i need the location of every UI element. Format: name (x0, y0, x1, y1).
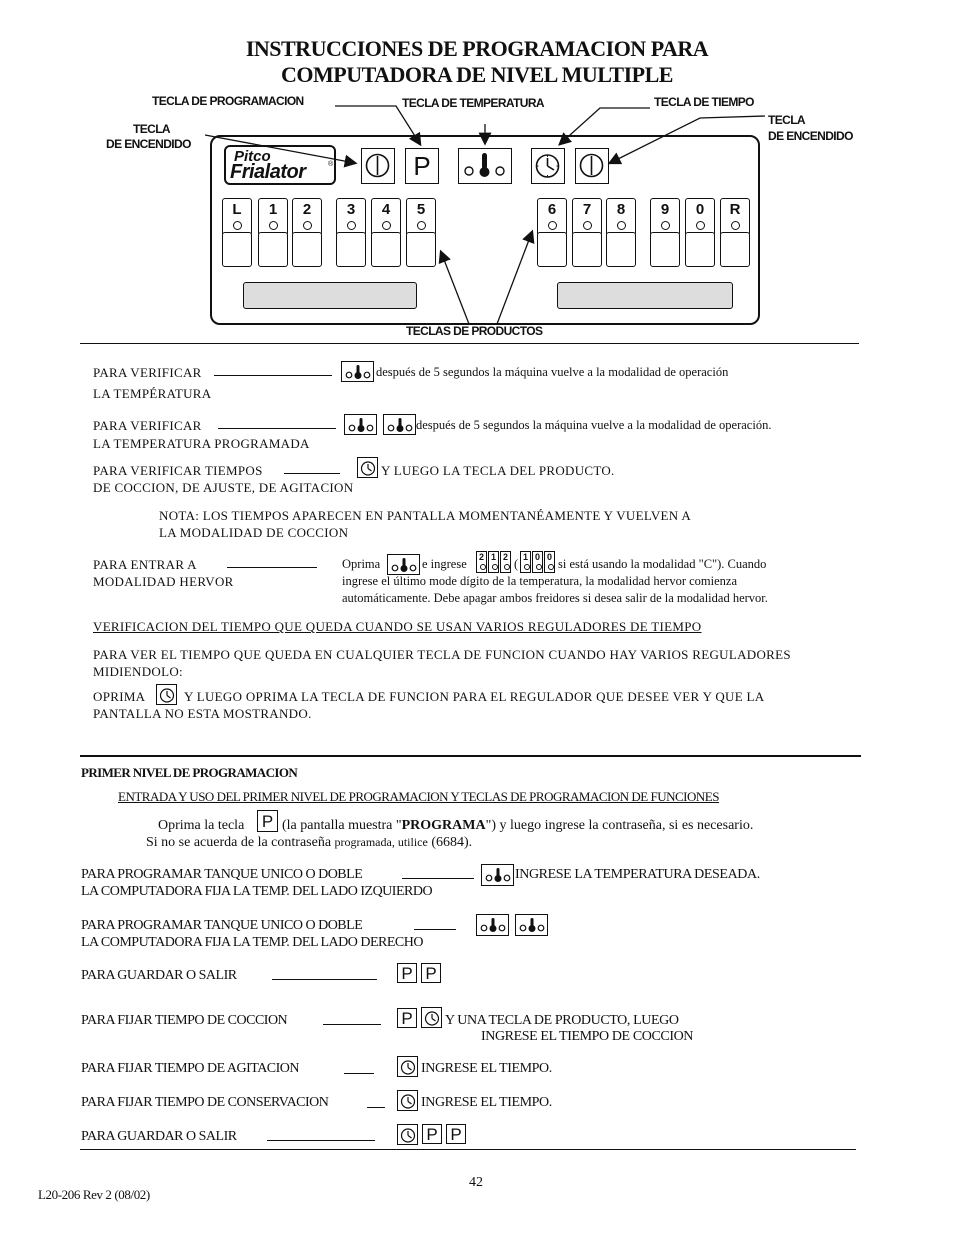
clock-key-icon (156, 684, 177, 705)
digit-key (520, 551, 531, 573)
intro-b-text: (la pantalla muestra " (282, 818, 402, 833)
r3-label-a: PARA VERIFICAR TIEMPOS (93, 463, 263, 478)
r2-text: después de 5 segundos la máquina vuelve a la modalidad de operación. (416, 418, 772, 432)
p-letter: P (426, 1124, 438, 1144)
oprima-text-2: PANTALLA NO ESTA MOSTRANDO. (93, 706, 312, 721)
p2-label-b: LA COMPUTADORA FIJA LA TEMP. DEL LADO DERECHO (81, 935, 423, 950)
p1-text: INGRESE LA TEMPERATURA DESEADA. (515, 867, 760, 882)
p7-leader (267, 1140, 375, 1141)
p-letter: P (450, 1124, 462, 1144)
p5-label: PARA FIJAR TIEMPO DE AGITACION (81, 1061, 300, 1076)
p-letter: P (261, 811, 274, 831)
p6-text: INGRESE EL TIEMPO. (421, 1095, 552, 1110)
verificacion-line-2: MIDIENDOLO: (93, 664, 183, 679)
r4-oprima: Oprima (342, 557, 381, 571)
r4-label-b: MODALIDAD HERVOR (93, 574, 234, 589)
intro-2c: (6684). (431, 835, 473, 850)
digit-keys-f (476, 551, 512, 573)
p1-label-b: LA COMPUTADORA FIJA LA TEMP. DEL LADO IZQUIERDO (81, 884, 433, 899)
program-key-icon (257, 810, 278, 832)
product-key-label: 9 (660, 201, 670, 218)
p4-label: PARA FIJAR TIEMPO DE COCCION (81, 1013, 288, 1028)
p-letter: P (425, 963, 437, 983)
p6-label: PARA FIJAR TIEMPO DE CONSERVACION (81, 1095, 329, 1110)
digit-key (544, 551, 555, 573)
clock-key-icon (397, 1124, 418, 1145)
intro-b (282, 818, 753, 834)
label-tecla-encendido-left-1: TECLA (133, 122, 170, 136)
intro-2a: Si no se acuerda de la contraseña (146, 835, 332, 850)
program-key-icon (422, 1124, 442, 1144)
temp-key-icon (515, 914, 548, 936)
p-letter: P (401, 963, 413, 983)
digit-key-led (492, 564, 498, 570)
program-key-icon (397, 1008, 417, 1028)
intro-bold: PROGRAMA (401, 818, 486, 833)
clock-key-icon (397, 1056, 418, 1077)
p6-leader (367, 1107, 385, 1108)
temp-key-icon (344, 414, 377, 435)
r2-leader (218, 428, 336, 429)
label-tecla-programacion: TECLA DE PROGRAMACION (152, 94, 304, 108)
r2-label-b: LA TEMPERATURA PROGRAMADA (93, 436, 310, 451)
p1-label-a: PARA PROGRAMAR TANQUE UNICO O DOBLE (81, 867, 363, 882)
digit-key-label: 1 (522, 552, 528, 562)
p2-label-a: PARA PROGRAMAR TANQUE UNICO O DOBLE (81, 918, 363, 933)
clock-key-icon (357, 457, 378, 478)
divider-2 (80, 755, 861, 757)
title-line-2: COMPUTADORA DE NIVEL MULTIPLE (281, 62, 673, 87)
verificacion-line-1: PARA VER EL TIEMPO QUE QUEDA EN CUALQUIER TECLA DE FUNCION CUANDO HAY VARIOS REGULADORES (93, 647, 791, 662)
p5-leader (344, 1073, 374, 1074)
digit-key (500, 551, 511, 573)
intro-line-2 (146, 835, 472, 851)
label-teclas-productos: TECLAS DE PRODUCTOS (406, 324, 543, 338)
product-key-label: R (729, 201, 741, 218)
intro-c-text: ") y luego ingrese la contraseña, si es necesario. (485, 818, 754, 833)
digit-key-label: 0 (546, 552, 552, 562)
label-tecla-temperatura: TECLA DE TEMPERATURA (402, 96, 544, 110)
r4-leader (227, 567, 317, 568)
program-key-icon (421, 963, 441, 983)
oprima-text-1: Y LUEGO OPRIMA LA TECLA DE FUNCION PARA EL REGULADOR QUE DESEE VER Y QUE LA (184, 689, 765, 704)
doc-code: L20-206 Rev 2 (08/02) (38, 1187, 150, 1202)
nota-line-2: LA MODALIDAD DE COCCION (159, 525, 349, 540)
p3-label: PARA GUARDAR O SALIR (81, 968, 237, 983)
product-key-label: 1 (268, 201, 278, 218)
product-key-label: 4 (381, 201, 391, 218)
program-key-label: P (413, 150, 431, 181)
r3-leader (284, 473, 340, 474)
r1-text: después de 5 segundos la máquina vuelve a la modalidad de operación (376, 365, 729, 379)
r1-label-b: LA TEMPÉRATURA (93, 386, 212, 401)
intro-a: Oprima la tecla (158, 818, 245, 833)
digit-key (532, 551, 543, 573)
digit-key (476, 551, 487, 573)
p7-label: PARA GUARDAR O SALIR (81, 1129, 237, 1144)
temp-key-icon (476, 914, 509, 936)
product-key-label: 7 (582, 201, 592, 218)
p4-text-2: INGRESE EL TIEMPO DE COCCION (481, 1029, 694, 1044)
program-key-icon (397, 963, 417, 983)
digit-key-label: 2 (478, 552, 484, 562)
clock-key-icon (397, 1090, 418, 1111)
p4-text-1: Y UNA TECLA DE PRODUCTO, LUEGO (445, 1013, 679, 1028)
title-line-1: INSTRUCCIONES DE PROGRAMACION PARA (245, 36, 709, 61)
product-key-label: 6 (547, 201, 557, 218)
product-key-label: 0 (695, 201, 705, 218)
digit-key-led (536, 564, 542, 570)
r3-text: Y LUEGO LA TECLA DEL PRODUCTO. (381, 463, 615, 478)
verificacion-heading: VERIFICACION DEL TIEMPO QUE QUEDA CUANDO SE USAN VARIOS REGULADORES DE TIEMPO (93, 619, 702, 634)
intro-2b: programada, utilice (334, 835, 428, 849)
p1-leader (402, 878, 474, 879)
digit-key-led (504, 564, 510, 570)
program-key-icon (446, 1124, 466, 1144)
p4-leader (323, 1024, 381, 1025)
r4-text-3: automáticamente. Debe apagar ambos freidores si desea salir de la modalidad hervor. (342, 591, 768, 605)
divider-1 (80, 343, 859, 344)
temp-key-icon (481, 864, 514, 886)
p5-text: INGRESE EL TIEMPO. (421, 1061, 552, 1076)
r4-paren: ( (514, 557, 519, 571)
digit-key-led (480, 564, 486, 570)
digit-key-label: 2 (502, 552, 508, 562)
section2-heading: PRIMER NIVEL DE PROGRAMACION (81, 765, 298, 780)
digit-key-led (548, 564, 554, 570)
page-number: 42 (469, 1175, 483, 1190)
p2-leader (414, 929, 456, 930)
logo-registered: ® (328, 161, 334, 168)
r4-label-a: PARA ENTRAR A (93, 557, 197, 572)
section2-subheading: ENTRADA Y USO DEL PRIMER NIVEL DE PROGRAMACION Y TECLAS DE PROGRAMACION DE FUNCIONES (118, 789, 719, 804)
label-tecla-encendido-right-2: DE ENCENDIDO (768, 129, 853, 143)
label-tecla-encendido-right-1: TECLA (768, 113, 805, 127)
product-key-label: 3 (346, 201, 356, 218)
temp-key-icon (341, 361, 374, 382)
oprima-label: OPRIMA (93, 689, 146, 704)
temp-key-icon (387, 554, 420, 575)
digit-key-label: 1 (490, 552, 496, 562)
p3-leader (272, 979, 377, 980)
digit-keys-c (520, 551, 556, 573)
digit-key-label: 0 (534, 552, 540, 562)
callout-arrows (0, 0, 954, 345)
logo-frialator: Frialator (230, 161, 306, 183)
nota-line-1: NOTA: LOS TIEMPOS APARECEN EN PANTALLA MOMENTANÉAMENTE Y VUELVEN A (159, 508, 692, 523)
logo-pitco: Pitco (234, 148, 271, 165)
clock-key-icon (421, 1007, 442, 1028)
r1-leader (214, 375, 332, 376)
product-key-label: 8 (616, 201, 626, 218)
label-tecla-encendido-left-2: DE ENCENDIDO (106, 137, 191, 151)
product-key-label: 2 (302, 201, 312, 218)
r3-label-b: DE COCCION, DE AJUSTE, DE AGITACION (93, 480, 354, 495)
divider-3 (80, 1149, 856, 1150)
digit-key-led (524, 564, 530, 570)
r4-text-2: ingrese el último mode dígito de la temperatura, la modalidad hervor comienza (342, 574, 738, 588)
r2-label-a: PARA VERIFICAR (93, 418, 202, 433)
r4-text-1: si está usando la modalidad "C"). Cuando (558, 557, 767, 571)
temp-key-icon (383, 414, 416, 435)
p-letter: P (401, 1008, 413, 1028)
label-tecla-tiempo: TECLA DE TIEMPO (654, 95, 754, 109)
product-key-label: L (232, 201, 242, 218)
r1-label-a: PARA VERIFICAR (93, 365, 202, 380)
product-key-label: 5 (416, 201, 426, 218)
digit-key (488, 551, 499, 573)
r4-ingrese: e ingrese (422, 557, 467, 571)
